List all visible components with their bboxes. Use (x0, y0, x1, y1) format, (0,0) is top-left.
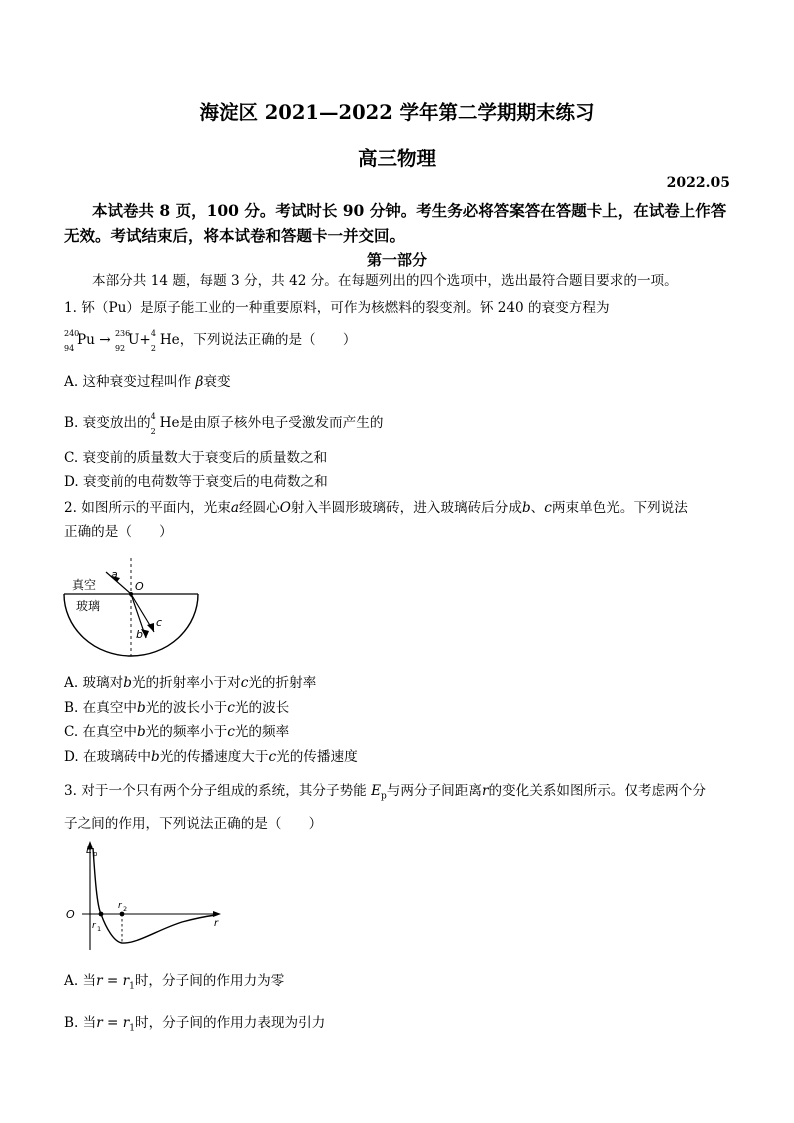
var-Ep: E (371, 783, 382, 799)
var-r: r (96, 973, 103, 989)
he-charge: 2 (150, 344, 156, 353)
q1-option-d[interactable]: D. 衰变前的电荷数等于衰变后的电荷数之和 (64, 474, 328, 490)
q2-stem-part: 射入半圆形玻璃砖，进入玻璃砖后分成 (290, 500, 522, 516)
he-charge-b: 2 (150, 427, 156, 436)
page-title: 海淀区 2021—2022 学年第二学期期末练习 (199, 101, 595, 124)
var-a: a (230, 500, 239, 516)
opt-text: 光的传播速度 (276, 749, 358, 765)
q2-option-a[interactable] (64, 674, 316, 692)
var-c: c (227, 724, 235, 740)
q1-option-b-text: B. 衰变放出的 (64, 415, 151, 431)
var-b: b (123, 675, 132, 691)
beta-symbol: β (195, 374, 204, 390)
he-symbol-b: He (159, 415, 180, 431)
potential-curve (93, 848, 216, 943)
opt-text: B. 当 (64, 1015, 97, 1031)
label-r2-sub: 2 (123, 905, 128, 913)
q3-stem-line-1 (64, 782, 706, 806)
incident-ray-a (106, 572, 131, 594)
u-nuclide (114, 329, 140, 353)
var-r1-sub: 1 (129, 1023, 136, 1034)
plus-sign: + (139, 332, 151, 348)
part-title: 第一部分 (366, 251, 427, 269)
q1-option-b-tail: 是由原子核外电子受激发而产生的 (179, 415, 384, 431)
he-symbol: He (159, 332, 180, 348)
q1-equation-tail: ，下列说法正确的是（ ） (179, 332, 357, 348)
var-r1-sub: 1 (129, 981, 135, 992)
q2-stem-line-2: 正确的是（ ） (64, 524, 173, 540)
label-O: O (135, 580, 144, 593)
q2-option-c[interactable] (64, 723, 289, 741)
exam-date: 2022.05 (666, 175, 730, 191)
subject-title: 高三物理 (357, 147, 436, 170)
he-nuclide-b (150, 412, 180, 436)
q1-equation (64, 329, 357, 353)
equals: = (102, 973, 123, 989)
q2-option-d[interactable] (64, 748, 358, 766)
var-b: b (151, 749, 160, 765)
label-r: r (214, 918, 219, 929)
label-Ep-sub: p (93, 850, 98, 858)
label-c: c (156, 616, 163, 629)
opt-text: 光的频率 (234, 724, 290, 740)
opt-text: 光的波长小于 (145, 700, 228, 716)
q1-option-a[interactable] (64, 373, 231, 391)
q2-option-b[interactable] (64, 699, 289, 717)
he-mass: 4 (150, 329, 156, 338)
q3-stem-part: 与两分子间距离 (386, 783, 482, 799)
q2-stem-line-1 (64, 499, 688, 517)
q1-option-c[interactable]: C. 衰变前的质量数大于衰变后的质量数之和 (64, 450, 328, 466)
he-mass-b: 4 (150, 412, 156, 421)
var-r1: r (122, 973, 130, 989)
opt-text: 光的频率小于 (145, 724, 228, 740)
pu-nuclide (64, 329, 95, 353)
part-intro: 本部分共 14 题，每题 3 分，共 42 分。在每题列出的四个选项中，选出最符合题目要求的一项。 (92, 273, 678, 289)
q2-refraction-figure (62, 556, 202, 662)
var-r: r (96, 1015, 103, 1031)
label-Ep: E (86, 845, 93, 856)
equals: = (102, 1015, 123, 1031)
var-c: c (240, 675, 249, 691)
q3-stem-part: 的变化关系如图所示。仅考虑两个分 (488, 783, 706, 799)
q3-option-b[interactable] (64, 1014, 325, 1038)
var-c: c (227, 700, 235, 716)
q1-option-a-text: A. 这种衰变过程叫作 (64, 374, 196, 390)
var-Ep-sub: p (381, 791, 387, 802)
ray-c-arrow-icon (147, 623, 154, 632)
label-r1-sub: 1 (97, 925, 102, 933)
pu-charge: 94 (64, 344, 75, 353)
opt-text: 光的波长 (234, 700, 290, 716)
q2-stem-part: 2. 如图所示的平面内，光束 (64, 500, 231, 516)
opt-text: A. 玻璃对 (64, 675, 124, 691)
var-c: c (268, 749, 277, 765)
q3-potential-energy-graph (62, 838, 226, 954)
pu-mass: 240 (64, 329, 80, 338)
center-point-O (129, 592, 133, 596)
var-b: b (136, 724, 146, 740)
q2-stem-part: 两束单色光。下列说法 (551, 500, 688, 516)
x-axis-arrow-icon (213, 911, 221, 917)
var-O: O (279, 500, 291, 516)
q3-stem-part: 3. 对于一个只有两个分子组成的系统，其分子势能 (64, 783, 372, 799)
var-c: c (544, 500, 552, 516)
opt-text: 时，分子间的作用力为零 (134, 973, 285, 989)
label-glass: 玻璃 (76, 599, 101, 613)
opt-text: 光的折射率小于对 (131, 675, 241, 691)
label-b: b (136, 628, 143, 641)
label-vacuum: 真空 (72, 578, 97, 592)
opt-text: B. 在真空中 (64, 700, 138, 716)
opt-text: D. 在玻璃砖中 (64, 749, 152, 765)
var-r1: r (122, 1015, 130, 1031)
label-r2: r (118, 901, 122, 911)
q1-stem: 1. 钚（Pu）是原子能工业的一种重要原料，可作为核燃料的裂变剂。钚 240 的衰变方程为 (64, 300, 610, 316)
exam-notice (64, 198, 732, 248)
q3-stem-line-2: 子之间的作用，下列说法正确的是（ ） (64, 816, 323, 832)
opt-text: A. 当 (64, 973, 97, 989)
opt-text: 光的折射率 (248, 675, 317, 691)
opt-text: 时，分子间的作用力表现为引力 (135, 1015, 326, 1031)
opt-text: C. 在真空中 (64, 724, 137, 740)
pu-symbol: Pu (77, 332, 95, 348)
label-a: a (111, 568, 118, 581)
var-r: r (481, 783, 489, 799)
he-nuclide (150, 329, 180, 353)
u-charge: 92 (114, 344, 126, 353)
label-O: O (66, 908, 75, 921)
opt-text: 光的传播速度大于 (159, 749, 269, 765)
reaction-arrow: → (99, 332, 111, 348)
label-r1: r (92, 921, 96, 931)
point-r1 (99, 912, 104, 917)
var-b: b (521, 500, 531, 516)
q1-option-b[interactable] (64, 412, 384, 436)
u-symbol: U (127, 332, 140, 348)
notice-line-2: 无效。考试结束后，将本试卷和答题卡一并交回。 (64, 226, 406, 245)
q2-stem-part: 经圆心 (238, 500, 280, 516)
q3-option-a[interactable] (64, 972, 284, 996)
separator: 、 (530, 500, 545, 516)
var-b: b (137, 700, 146, 716)
notice-line-1: 本试卷共 8 页，100 分。考试时长 90 分钟。考生务必将答案答在答题卡上，在试卷上作答 (92, 201, 727, 220)
q1-option-a-tail: 衰变 (203, 374, 231, 390)
u-mass: 236 (114, 329, 131, 338)
